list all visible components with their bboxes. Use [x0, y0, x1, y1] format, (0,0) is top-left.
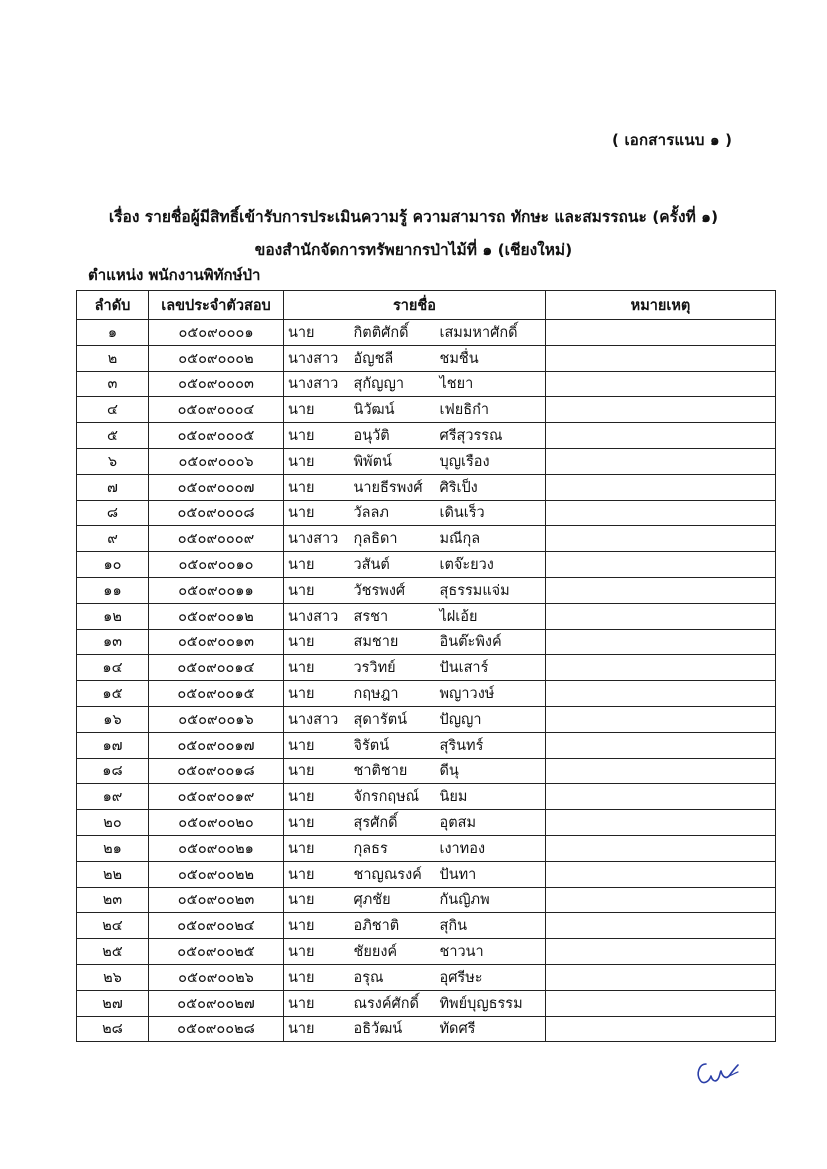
header-exam-id: เลขประจำตัวสอบ	[149, 291, 284, 320]
cell-exam-id: ๐๕๐๙๐๐๒๗	[149, 990, 284, 1016]
cell-order: ๒๕	[77, 939, 149, 965]
cell-exam-id: ๐๕๐๙๐๐๐๘	[149, 500, 284, 526]
table-row	[77, 655, 776, 681]
cell-title: นาย	[284, 887, 348, 913]
cell-order: ๑๑	[77, 577, 149, 603]
cell-first-name: อรุณ	[348, 964, 438, 990]
cell-title: นาย	[284, 784, 348, 810]
cell-last-name: ชาวนา	[438, 939, 546, 965]
table-row	[77, 320, 776, 346]
cell-title: นาย	[284, 320, 348, 346]
cell-title: นาย	[284, 397, 348, 423]
cell-order: ๙	[77, 526, 149, 552]
cell-exam-id: ๐๕๐๙๐๐๐๑	[149, 320, 284, 346]
table-row	[77, 990, 776, 1016]
cell-remarks	[546, 552, 776, 578]
cell-remarks	[546, 964, 776, 990]
cell-title: นาย	[284, 448, 348, 474]
cell-exam-id: ๐๕๐๙๐๐๑๑	[149, 577, 284, 603]
cell-order: ๒๖	[77, 964, 149, 990]
cell-title: นาย	[284, 655, 348, 681]
cell-remarks	[546, 474, 776, 500]
cell-exam-id: ๐๕๐๙๐๐๐๕	[149, 423, 284, 449]
cell-remarks	[546, 706, 776, 732]
header-remarks: หมายเหตุ	[546, 291, 776, 320]
cell-remarks	[546, 629, 776, 655]
table-row	[77, 835, 776, 861]
cell-order: ๑๘	[77, 758, 149, 784]
table-row	[77, 629, 776, 655]
cell-last-name: ปัญญา	[438, 706, 546, 732]
cell-first-name: สมชาย	[348, 629, 438, 655]
cell-first-name: กฤษฎา	[348, 681, 438, 707]
cell-remarks	[546, 320, 776, 346]
cell-remarks	[546, 887, 776, 913]
cell-last-name: พญาวงษ์	[438, 681, 546, 707]
cell-exam-id: ๐๕๐๙๐๐๐๖	[149, 448, 284, 474]
cell-first-name: กุลธิดา	[348, 526, 438, 552]
handwritten-initials	[694, 1058, 740, 1088]
cell-first-name: ชัยยงค์	[348, 939, 438, 965]
cell-first-name: สรชา	[348, 603, 438, 629]
cell-first-name: ศุภชัย	[348, 887, 438, 913]
cell-last-name: สุกิน	[438, 913, 546, 939]
cell-remarks	[546, 655, 776, 681]
cell-order: ๑๓	[77, 629, 149, 655]
cell-order: ๒๓	[77, 887, 149, 913]
cell-first-name: วรวิทย์	[348, 655, 438, 681]
cell-remarks	[546, 526, 776, 552]
cell-order: ๗	[77, 474, 149, 500]
cell-order: ๒๒	[77, 861, 149, 887]
cell-title: นาย	[284, 810, 348, 836]
cell-title: นาย	[284, 500, 348, 526]
table-header-row	[77, 291, 776, 320]
cell-first-name: วสันต์	[348, 552, 438, 578]
cell-first-name: วัชรพงศ์	[348, 577, 438, 603]
cell-title: นาย	[284, 913, 348, 939]
cell-order: ๑	[77, 320, 149, 346]
cell-first-name: กุลธร	[348, 835, 438, 861]
cell-last-name: อุตสม	[438, 810, 546, 836]
cell-title: นาย	[284, 1016, 348, 1042]
cell-first-name: ณรงค์ศักดิ์	[348, 990, 438, 1016]
cell-remarks	[546, 913, 776, 939]
table-row	[77, 577, 776, 603]
cell-title: นางสาว	[284, 526, 348, 552]
cell-remarks	[546, 681, 776, 707]
cell-order: ๓	[77, 371, 149, 397]
cell-title: นางสาว	[284, 345, 348, 371]
cell-remarks	[546, 861, 776, 887]
cell-exam-id: ๐๕๐๙๐๐๒๒	[149, 861, 284, 887]
cell-last-name: ไชยา	[438, 371, 546, 397]
table-row	[77, 371, 776, 397]
cell-title: นาย	[284, 939, 348, 965]
cell-exam-id: ๐๕๐๙๐๐๒๐	[149, 810, 284, 836]
cell-title: นาย	[284, 732, 348, 758]
cell-last-name: นิยม	[438, 784, 546, 810]
cell-last-name: ทัดศรี	[438, 1016, 546, 1042]
table-row	[77, 474, 776, 500]
cell-exam-id: ๐๕๐๙๐๐๒๔	[149, 913, 284, 939]
table-row	[77, 861, 776, 887]
cell-last-name: ปันทา	[438, 861, 546, 887]
cell-first-name: อภิชาติ	[348, 913, 438, 939]
cell-first-name: จิรัตน์	[348, 732, 438, 758]
cell-first-name: วัลลภ	[348, 500, 438, 526]
cell-first-name: นิวัฒน์	[348, 397, 438, 423]
table-row	[77, 681, 776, 707]
cell-remarks	[546, 1016, 776, 1042]
cell-order: ๖	[77, 448, 149, 474]
cell-last-name: ศรีสุวรรณ	[438, 423, 546, 449]
cell-order: ๑๒	[77, 603, 149, 629]
document-subtitle: ของสำนักจัดการทรัพยากรป่าไม้ที่ ๑ (เชียงใหม่)	[254, 241, 573, 259]
table-row	[77, 500, 776, 526]
cell-order: ๑๖	[77, 706, 149, 732]
cell-last-name: อุศรีษะ	[438, 964, 546, 990]
cell-remarks	[546, 990, 776, 1016]
cell-title: นาย	[284, 861, 348, 887]
table-row	[77, 939, 776, 965]
cell-first-name: ชาญณรงค์	[348, 861, 438, 887]
cell-first-name: พิพัตน์	[348, 448, 438, 474]
table-row	[77, 552, 776, 578]
cell-order: ๑๗	[77, 732, 149, 758]
cell-first-name: ชาติชาย	[348, 758, 438, 784]
cell-remarks	[546, 810, 776, 836]
header-order: ลำดับ	[77, 291, 149, 320]
cell-remarks	[546, 423, 776, 449]
cell-title: นาย	[284, 681, 348, 707]
attachment-label: ( เอกสารแนบ ๑ )	[612, 131, 733, 149]
cell-order: ๑๔	[77, 655, 149, 681]
table-row	[77, 603, 776, 629]
cell-remarks	[546, 371, 776, 397]
cell-title: นาย	[284, 629, 348, 655]
cell-last-name: ศิริเป็ง	[438, 474, 546, 500]
cell-last-name: เตจ๊ะยวง	[438, 552, 546, 578]
cell-order: ๕	[77, 423, 149, 449]
cell-exam-id: ๐๕๐๙๐๐๑๗	[149, 732, 284, 758]
table-row	[77, 732, 776, 758]
header-name: รายชื่อ	[284, 291, 546, 320]
table-row	[77, 345, 776, 371]
cell-order: ๒	[77, 345, 149, 371]
cell-remarks	[546, 603, 776, 629]
cell-last-name: เดินเร็ว	[438, 500, 546, 526]
cell-order: ๑๐	[77, 552, 149, 578]
table-row	[77, 758, 776, 784]
cell-exam-id: ๐๕๐๙๐๐๒๘	[149, 1016, 284, 1042]
cell-exam-id: ๐๕๐๙๐๐๐๓	[149, 371, 284, 397]
cell-title: นางสาว	[284, 603, 348, 629]
table-row	[77, 887, 776, 913]
cell-exam-id: ๐๕๐๙๐๐๐๔	[149, 397, 284, 423]
cell-first-name: อธิวัฒน์	[348, 1016, 438, 1042]
cell-exam-id: ๐๕๐๙๐๐๒๑	[149, 835, 284, 861]
document-title: เรื่อง รายชื่อผู้มีสิทธิ์เข้ารับการประเมินความรู้ ความสามารถ ทักษะ และสมรรถนะ (ครั้งที่ ๑)	[108, 208, 719, 226]
cell-last-name: เฟยธิก๋า	[438, 397, 546, 423]
cell-last-name: เสมมหาศักดิ์	[438, 320, 546, 346]
cell-order: ๒๔	[77, 913, 149, 939]
cell-title: นาย	[284, 423, 348, 449]
candidate-table	[76, 290, 776, 1042]
cell-order: ๒๘	[77, 1016, 149, 1042]
cell-last-name: ทิพย์บุญธรรม	[438, 990, 546, 1016]
cell-last-name: ไฝเอ้ย	[438, 603, 546, 629]
cell-remarks	[546, 577, 776, 603]
cell-first-name: อนุวัติ	[348, 423, 438, 449]
cell-remarks	[546, 732, 776, 758]
table-row	[77, 964, 776, 990]
cell-last-name: ปันเสาร์	[438, 655, 546, 681]
cell-order: ๒๗	[77, 990, 149, 1016]
cell-order: ๒๑	[77, 835, 149, 861]
cell-title: นาย	[284, 474, 348, 500]
cell-order: ๒๐	[77, 810, 149, 836]
cell-remarks	[546, 448, 776, 474]
cell-last-name: ชมชื่น	[438, 345, 546, 371]
cell-title: นาย	[284, 964, 348, 990]
cell-title: นาย	[284, 758, 348, 784]
table-row	[77, 706, 776, 732]
table-row	[77, 784, 776, 810]
cell-exam-id: ๐๕๐๙๐๐๐๒	[149, 345, 284, 371]
cell-last-name: สุธรรมแจ่ม	[438, 577, 546, 603]
cell-last-name: เงาทอง	[438, 835, 546, 861]
cell-first-name: จักรกฤษณ์	[348, 784, 438, 810]
cell-exam-id: ๐๕๐๙๐๐๑๐	[149, 552, 284, 578]
cell-exam-id: ๐๕๐๙๐๐๒๖	[149, 964, 284, 990]
cell-order: ๑๙	[77, 784, 149, 810]
table-row	[77, 913, 776, 939]
cell-order: ๑๕	[77, 681, 149, 707]
table-row	[77, 397, 776, 423]
cell-exam-id: ๐๕๐๙๐๐๑๔	[149, 655, 284, 681]
cell-title: นาย	[284, 577, 348, 603]
cell-first-name: นายธีรพงศ์	[348, 474, 438, 500]
cell-order: ๘	[77, 500, 149, 526]
cell-last-name: ดีนุ	[438, 758, 546, 784]
cell-first-name: อัญชลี	[348, 345, 438, 371]
table-row	[77, 526, 776, 552]
cell-first-name: สุรศักดิ์	[348, 810, 438, 836]
cell-remarks	[546, 939, 776, 965]
cell-title: นาย	[284, 552, 348, 578]
cell-exam-id: ๐๕๐๙๐๐๑๒	[149, 603, 284, 629]
cell-exam-id: ๐๕๐๙๐๐๑๓	[149, 629, 284, 655]
cell-remarks	[546, 835, 776, 861]
cell-exam-id: ๐๕๐๙๐๐๑๖	[149, 706, 284, 732]
cell-exam-id: ๐๕๐๙๐๐๒๕	[149, 939, 284, 965]
cell-order: ๔	[77, 397, 149, 423]
cell-first-name: สุดารัตน์	[348, 706, 438, 732]
cell-remarks	[546, 397, 776, 423]
table-row	[77, 810, 776, 836]
cell-title: นางสาว	[284, 371, 348, 397]
cell-last-name: อินต๊ะพิงค์	[438, 629, 546, 655]
cell-exam-id: ๐๕๐๙๐๐๑๘	[149, 758, 284, 784]
cell-exam-id: ๐๕๐๙๐๐๒๓	[149, 887, 284, 913]
table-row	[77, 423, 776, 449]
table-row	[77, 448, 776, 474]
table-body	[77, 320, 776, 1042]
cell-first-name: สุกัญญา	[348, 371, 438, 397]
cell-remarks	[546, 500, 776, 526]
cell-last-name: กันญิภพ	[438, 887, 546, 913]
cell-title: นางสาว	[284, 706, 348, 732]
table-row	[77, 1016, 776, 1042]
cell-exam-id: ๐๕๐๙๐๐๑๕	[149, 681, 284, 707]
cell-remarks	[546, 345, 776, 371]
cell-exam-id: ๐๕๐๙๐๐๐๙	[149, 526, 284, 552]
cell-remarks	[546, 784, 776, 810]
cell-exam-id: ๐๕๐๙๐๐๐๗	[149, 474, 284, 500]
cell-last-name: มณีกุล	[438, 526, 546, 552]
cell-title: นาย	[284, 990, 348, 1016]
position-line: ตำแหน่ง พนักงานพิทักษ์ป่า	[88, 266, 261, 284]
cell-exam-id: ๐๕๐๙๐๐๑๙	[149, 784, 284, 810]
cell-last-name: บุญเรือง	[438, 448, 546, 474]
cell-first-name: กิตติศักดิ์	[348, 320, 438, 346]
cell-title: นาย	[284, 835, 348, 861]
cell-remarks	[546, 758, 776, 784]
cell-last-name: สุรินทร์	[438, 732, 546, 758]
